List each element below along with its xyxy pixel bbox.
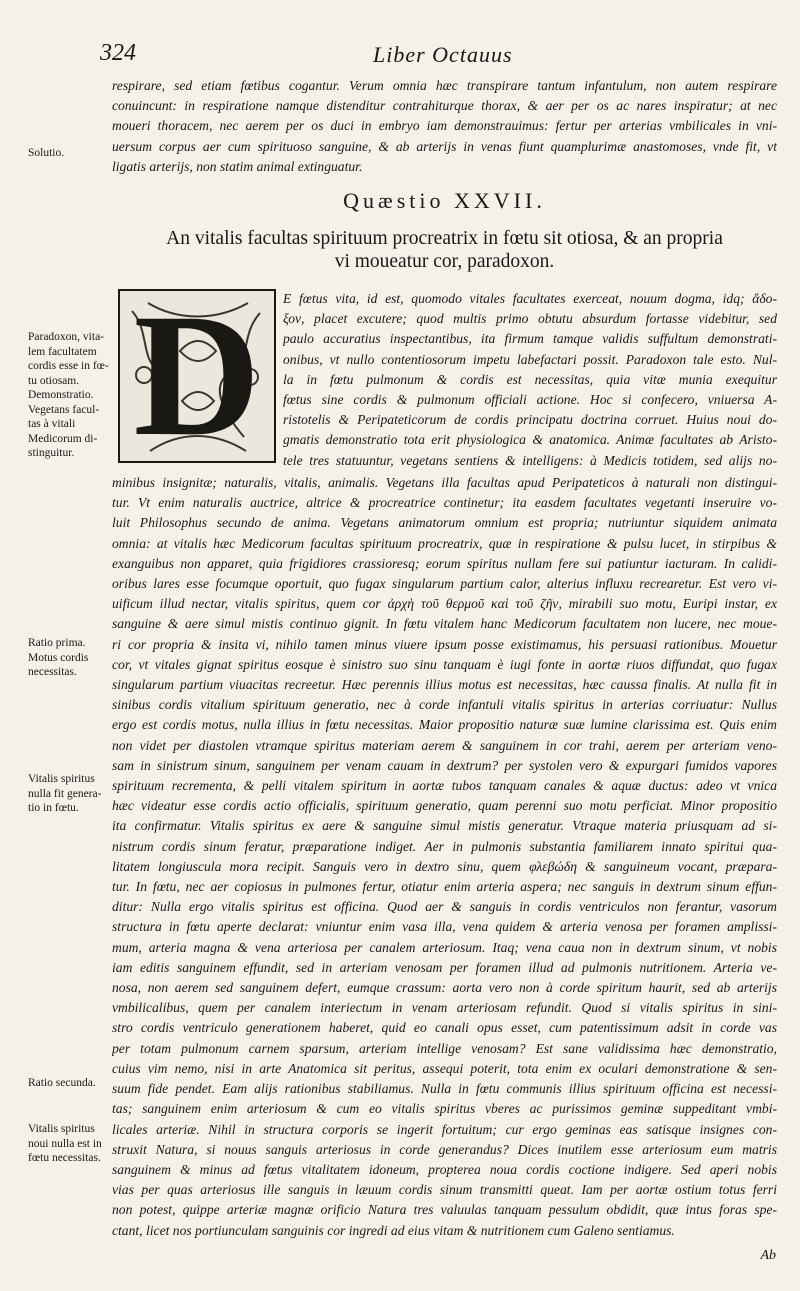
text-line: sinibus cordis vitalium spirituum generatio, nec à corde infantuli vitalis spiritus in arterias corriuatur: Nullus: [112, 697, 777, 713]
text-line: ristotelis & Peripateticorum de cordis principatu doctrina corruet. Huius noui do-: [283, 412, 777, 428]
margin-note-vitalis-necessitas: [28, 1122, 123, 1166]
subtitle-line: vi moueatur cor, paradoxon.: [334, 251, 555, 272]
initial-letter: D: [133, 278, 261, 473]
text-line: vmbilicalibus, quem per canalem interiectum in venam arteriosam refundit. Quod si vitalis spiritus in sini-: [112, 1000, 777, 1016]
margin-note-line: noui nulla est in: [28, 1137, 102, 1150]
text-line: stro cordis ventriculo generationem haberet, quid eo canali opus esset, cum patentissimum adsit in corde vas: [112, 1020, 777, 1036]
margin-note-ratio-prima: [28, 636, 123, 680]
margin-note-line: nulla fit genera-: [28, 787, 102, 800]
text-line: tur. In fœtu, nec aer copiosus in pulmones fertur, otiatur enim arteria aspera; nec sanguis in dextrum sinum effun-: [112, 879, 777, 895]
margin-note-line: tio in fœtu.: [28, 802, 79, 814]
page-number: 324: [100, 40, 136, 66]
text-line: tas; sanguinem enim arteriosum & cum eo vitalis spiritus vberes ac purissimos geminæ suppeditant vmbi-: [112, 1101, 777, 1117]
margin-note-line: necessitas.: [28, 666, 77, 678]
page-header: [100, 40, 730, 70]
margin-note-line: Motus cordis: [28, 651, 89, 664]
text-line: cuius vim nemo, nisi in arte Anatomica sit peritus, assequi poterit, tota enim ex oculari demonstratione & sen-: [112, 1060, 777, 1076]
text-line: singularum partium viuacitas recreetur. Hæc perennis illius motus est necessitas, hæc caussa finalis. At nulla fit in: [112, 677, 777, 693]
main-paragraph: [112, 473, 777, 1241]
text-line: la in fœtu pulmonum & cordis est necessitas, quia vitæ munia exequitur: [283, 371, 777, 387]
text-line: non potest, quippe arteriæ magnæ orificio Natura tres valuulas tanquam pessulum obdidit, quæ intus foras spe-: [112, 1202, 777, 1218]
text-line: litatem longiuscula mora recipit. Sanguis vero in dextro sinu, quem φλεβώδη & sanguineum vocant, præpara-: [112, 858, 777, 874]
margin-note-line: Medicorum di-: [28, 432, 98, 445]
text-line: uersum corpus aer cum spirituoso sanguine, & ab arterijs in venas fiunt quamplurimæ anastomoses, vnde fit, vt: [112, 138, 777, 154]
decorated-initial: [118, 278, 276, 473]
text-line: nistrum cordis sinum feratur, præparatione indiget. Aer in pulmonis substantia familiarem innato spiritui qua-: [112, 838, 777, 854]
text-line: iam editis sanguinem effundit, sed in arteriam venosam per foramen illud ad pulmonis nutritionem. Arteria ve-: [112, 959, 777, 975]
text-line: licales arteriæ. Nihil in structura corporis se ingerit fortuitum; cur ergo geminas eas satisque insignes con-: [112, 1121, 777, 1137]
margin-note-paradoxon: [28, 330, 123, 461]
text-line: uificum illud nectar, vitalis spiritus, quem cor ἀρχὴ τοῦ θερμοῦ καὶ τοῦ ζῆν, mirabili suo motu, Euripi instar, ex: [112, 596, 777, 612]
margin-note-line: Ratio prima.: [28, 637, 86, 649]
text-line: struxit Natura, si nouus sanguis arteriosus in corde generandus? Dices inutilem esse arteriosum eum matris: [112, 1141, 777, 1157]
text-line: suum fide pendet. Eam alijs rationibus stabiliamus. Nulla in fœtu communis illius spirituum officina est necessi-: [112, 1081, 777, 1097]
text-line: omnia: at vitalis hæc Medicorum facultas spirituum procreatrix, quæ in respiratione & pulsu lucet, in stirpibus &: [112, 535, 777, 551]
text-line: ergo est cordis motus, nulla illius in fœtu necessitas. Maior propositio naturæ suæ lumine clarissima est. Quis enim: [112, 717, 777, 733]
margin-note-vitalis-generatio: [28, 772, 123, 816]
text-line: minibus insignitæ; naturalis, vitalis, animalis. Vegetans illa facultas apud Peripateticos à naturali non distingui-: [112, 475, 777, 490]
text-line: ctant, licet nos portiunculam sanguinis cor ingredi ad eius vitam & nutritionem cum Galeno sentiamus.: [112, 1222, 675, 1238]
margin-note-ratio-secunda: [28, 1076, 123, 1091]
text-line: sanguinem & minus ad fœtus vitalitatem idoneum, propterea noua cordis coctione indigere. Sed aperi nobis: [112, 1161, 777, 1177]
text-line: exanguibus non apparet, quia frigidiores crassioresq; eorum spiritus nullam fere sui patiuntur iacturam. In calidi-: [112, 555, 777, 571]
text-line: sam in sinistrum sinum, sanguinem per venam cauam in dextrum? per systolen vero & expurgari fumidos vapores: [112, 757, 777, 773]
text-line: ξον, placet excutere; quod multis primo obtutu absurdum fortasse videbitur, sed: [283, 311, 777, 327]
margin-note-line: Vitalis spiritus: [28, 1123, 95, 1135]
text-line: ligatis arterijs, non statim animal extinguatur.: [112, 158, 363, 174]
text-line: E fœtus vita, id est, quomodo vitales facultates exerceat, nouum dogma, idq; ἄδο-: [283, 291, 777, 306]
text-line: paulo accuratius inspectantibus, ita firmum tamque validis suffultum demonstrati-: [283, 331, 777, 347]
text-line: hæc videatur esse cordis actio officialis, spirituum generatio, quam perenni suo motu perficiat. Minor propositio: [112, 798, 777, 814]
text-line: mum, arteria magna & vena arteriosa per canalem arteriosum. Itaq; vena caua non in dextrum sinum, vt nobis: [112, 939, 777, 955]
running-head: Liber Octauus: [373, 42, 513, 67]
text-line: onibus, vt nullo contentiosorum impetu labefactari possit. Paradoxon tale esto. Nul-: [283, 351, 777, 367]
narrow-paragraph: [283, 289, 777, 471]
question-title: Quæstio XXVII.: [343, 188, 546, 213]
margin-note-line: tas à vitali: [28, 418, 76, 430]
text-line: ita confirmatur. Vitalis spiritus ex aere & sanguine simul mistis generatur. Vtraque materia priusquam ad si-: [112, 818, 777, 834]
text-line: respirare, sed etiam fœtibus cogantur. Verum omnia hæc transpirare tantum infantulum, non autem respirare: [112, 78, 777, 93]
text-line: spirituum recrementa, & pelli vitalem spiritum in aortæ tubos tanquam canales & aquæ ductus: adeo vt vnica: [112, 778, 777, 794]
text-line: fœtus sine cordis & pulmonum officiali actione. Hoc si confecero, vniuersa A-: [283, 392, 777, 408]
text-line: vias per quas arteriosus ille sanguis in læuum cordis sinum transmitti queat. Iam per aortæ ostium totus ferri: [112, 1182, 777, 1198]
text-line: sanguine & aere simul mistis continuo gignit. In fœtu vitalem hanc Medicorum facultatem non lucere, nec moue-: [112, 616, 777, 632]
text-line: non videt per diastolen vtramque spiritus materiam aerem & sanguinem in cor trahi, aerem per arteriam veno-: [112, 737, 777, 753]
text-line: nosa, non aerem sed sanguinem defert, eumque crassum: aorta vero non à corde spiritum haurit, sed ab arterijs: [112, 980, 777, 996]
subtitle-line: An vitalis facultas spirituum procreatrix in fœtu sit otiosa, & an propria: [166, 228, 723, 249]
question-subtitle: [112, 227, 777, 273]
margin-note-line: Solutio.: [28, 147, 65, 159]
margin-note-line: Vitalis spiritus: [28, 773, 95, 785]
margin-note-line: Vegetans facul-: [28, 403, 100, 416]
text-line: ri cor propria & insita vi, nihilo tamen minus viuere ipsum posse existimamus, his persuasi rationibus. Mouetur: [112, 636, 777, 652]
margin-note-line: stinguitur.: [28, 447, 75, 459]
text-line: conuincunt: in respiratione namque distenditur contrahiturque thorax, & aer per os ac nares inspiratur; at nec: [112, 98, 777, 114]
margin-note-line: Paradoxon, vita-: [28, 331, 105, 343]
text-line: per totam pulmonum carnem sparsum, arteriam intellige venosam? Est sane validissima hæc demonstratio,: [112, 1040, 777, 1056]
margin-note-line: tu otiosam.: [28, 374, 80, 387]
text-line: tur. Vt enim naturalis auctrice, altrice & procreatrice continetur; ita easdem facultates vegetanti inseruire vo-: [112, 495, 777, 511]
opening-paragraph: [112, 76, 777, 177]
margin-note-line: fœtu necessitas.: [28, 1152, 101, 1164]
text-line: tele tres statuuntur, vegetans sentiens & intelligens: à Medicis totidem, sed alijs no-: [283, 452, 777, 468]
text-line: ditur: Nulla ergo vitalis spiritus est officina. Quod aer & sanguis in cordis ventriculos non ferantur, vasorum: [112, 899, 777, 915]
margin-note-solutio: [28, 146, 123, 161]
text-line: moueri thoracem, nec aerem per os duci in embryo iam demonstrauimus: fertur per arterias vmbilicales in vni-: [112, 118, 777, 134]
text-line: oribus lares esse focumque oportuit, quo fugax singularum partium calor, alterius influxu recrearetur. Est vero vi-: [112, 576, 777, 592]
margin-note-line: cordis esse in fœ-: [28, 360, 109, 372]
text-line: structura in fœtu aperte declarat: vniuntur enim vasa illa, vena quidem & arteria venosa per foramen amplissi-: [112, 919, 777, 935]
text-line: cor, vt vitales gignat spiritus eosque è sinistro suo sinu tanquam è iugi fonte in aortæ riuos diffundat, quo fugax: [112, 656, 777, 672]
margin-note-line: Demonstratio.: [28, 389, 94, 401]
catchword: Ab: [760, 1248, 776, 1263]
margin-note-line: lem facultatem: [28, 345, 97, 358]
margin-note-line: Ratio secunda.: [28, 1077, 96, 1089]
text-line: gmatis demonstratio tota erit physiologica & anatomica. Animæ facultates ab Aristo-: [283, 432, 777, 448]
text-line: luit Philosophus secundo de anima. Vegetans animatorum omnium est propria; nutriuntur siquidem animata: [112, 515, 777, 531]
